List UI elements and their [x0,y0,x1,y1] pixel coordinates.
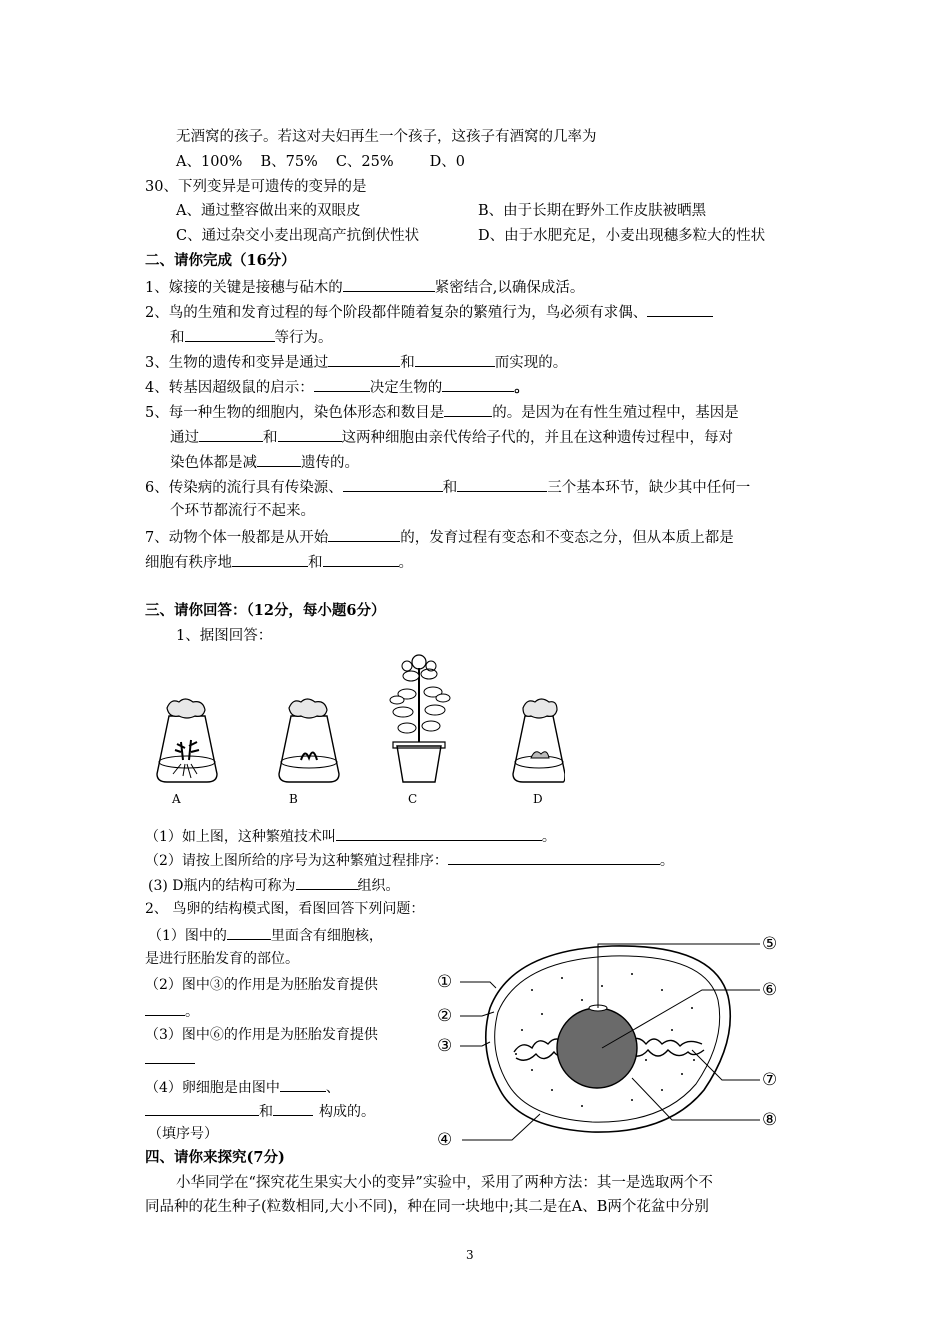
answer-blank[interactable] [273,1100,313,1116]
s2-item-1: 1、嫁接的关键是接穗与砧木的 紧密结合,以确保成活。 [145,276,584,298]
s2-item-2: 2、鸟的生殖和发育过程的每个阶段都伴随着复杂的繁殖行为，鸟必须有求偶、 [145,301,713,323]
answer-blank[interactable] [232,551,308,567]
answer-blank[interactable] [199,426,263,442]
q29-option-d: D、0 [429,154,466,170]
answer-blank[interactable] [145,1048,195,1064]
answer-blank[interactable] [415,351,495,367]
answer-blank[interactable] [328,526,400,542]
s2-item-2-cont: 和 等行为。 [170,326,333,348]
answer-blank[interactable] [343,476,443,492]
s3-q2-part3-cont [145,1048,195,1070]
potted-plant-icon [390,655,450,782]
answer-blank[interactable] [280,1076,326,1092]
answer-blank[interactable] [323,551,399,567]
section-4-title: 四、请你来探究(7分) [145,1149,285,1166]
s3-q2-title: 2、 鸟卵的结构模式图，看图回答下列问题： [145,901,425,917]
answer-blank[interactable] [328,351,400,367]
egg-label-1: ① [437,972,453,992]
answer-blank[interactable] [314,376,370,392]
s2-item-7: 7、动物个体一般都是从开始 的，发育过程有变态和不变态之分，但从本质上都是 [145,526,734,548]
s3-q2-part4: （4）卵细胞是由图中 、 [145,1076,340,1098]
q29-option-a: A、100% [176,154,243,170]
answer-blank[interactable] [227,924,271,940]
s3-q2-part1-cont: 是进行胚胎发育的部位。 [145,951,299,967]
s2-item-4: 4、转基因超级鼠的启示： 决定生物的 。 [145,376,529,398]
s3-q1-part2: （2）请按上图所给的序号为这种繁殖过程排序： 。 [145,849,674,871]
figure-label-c: C [408,792,418,806]
s4-paragraph-line1: 小华同学在“探究花生果实大小的变异”实验中，采用了两种方法：其一是选取两个不 [176,1175,713,1191]
egg-label-4: ④ [437,1130,453,1150]
s4-paragraph-line2: 同品种的花生种子(粒数相同,大小不同)，种在同一块地中;其二是在A、B两个花盆中分别 [145,1199,709,1215]
figure-label-b: B [289,792,298,806]
q30-option-b: B、由于长期在野外工作皮肤被晒黑 [478,203,707,219]
answer-blank[interactable] [278,426,342,442]
answer-blank[interactable] [343,276,435,292]
s3-q1-part1: （1）如上图，这种繁殖技术叫 。 [145,825,556,847]
q30-stem: 30、下列变异是可遗传的变异的是 [145,179,367,195]
yolk [557,1008,637,1088]
answer-blank[interactable] [647,301,713,317]
section-3-title: 三、请你回答：（12分，每小题6分） [145,602,386,619]
figure-label-a: A [172,792,181,806]
figure-label-d: D [533,792,543,806]
q30-option-a: A、通过整容做出来的双眼皮 [176,203,361,219]
q30-option-d: D、由于水肥充足，小麦出现穗多粒大的性状 [478,228,766,244]
s2-item-5-cont: 通过 和 这两种细胞由亲代传给子代的，并且在这种遗传过程中，每对 [170,426,733,448]
s3-q2-part2: （2）图中③的作用是为胚胎发育提供 [145,977,378,993]
q29-option-c: C、25% [335,154,394,170]
s3-q2-part1: （1）图中的 里面含有细胞核， [148,924,383,946]
q29-line: 无酒窝的孩子。若这对夫妇再生一个孩子，这孩子有酒窝的几率为 [176,129,597,145]
answer-blank[interactable] [257,451,301,467]
flask-a-icon [157,699,217,782]
answer-blank[interactable] [448,849,660,865]
egg-label-5: ⑤ [762,934,778,954]
s2-item-7-cont: 细胞有秩序地 和 。 [145,551,413,573]
s2-item-6-cont: 个环节都流行不起来。 [170,503,315,519]
s3-q2-part2-cont: 。 [145,1000,199,1022]
answer-blank[interactable] [145,1000,185,1016]
answer-blank[interactable] [296,874,358,890]
answer-blank[interactable] [457,476,547,492]
s3-q2-fill-note: （填序号） [148,1126,218,1142]
answer-blank[interactable] [442,376,514,392]
s2-item-5-cont2: 染色体都是减 遗传的。 [170,451,359,473]
egg-label-7: ⑦ [762,1070,778,1090]
q29-option-b: B、75% [260,154,318,170]
answer-blank[interactable] [185,326,275,342]
egg-label-8: ⑧ [762,1110,778,1130]
s2-item-3: 3、生物的遗传和变异是通过 和 而实现的。 [145,351,567,373]
s2-item-5: 5、每一种生物的细胞内，染色体形态和数目是 的。是因为在有性生殖过程中，基因是 [145,401,739,423]
s3-q2-part4-cont: 和 构成的。 [145,1100,375,1122]
flask-b-icon [279,699,339,782]
s3-q1-title: 1、据图回答： [176,628,273,644]
egg-label-3: ③ [437,1036,453,1056]
s3-q2-part3: （3）图中⑥的作用是为胚胎发育提供 [145,1027,378,1043]
tissue-culture-figure [145,648,565,793]
q29-options [176,152,465,172]
q30-option-c: C、通过杂交小麦出现高产抗倒伏性状 [176,228,420,244]
egg-label-2: ② [437,1006,453,1026]
page-number: 3 [466,1248,474,1262]
section-2-title: 二、请你完成（16分） [145,252,296,269]
bird-egg-diagram [432,930,792,1145]
flask-d-icon [513,699,565,782]
answer-blank[interactable] [336,825,542,841]
answer-blank[interactable] [145,1100,259,1116]
answer-blank[interactable] [444,401,492,417]
egg-label-6: ⑥ [762,980,778,1000]
s2-item-6: 6、传染病的流行具有传染源、 和 三个基本环节，缺少其中任何一 [145,476,750,498]
s3-q1-part3: (3) D瓶内的结构可称为 组织。 [148,874,400,896]
